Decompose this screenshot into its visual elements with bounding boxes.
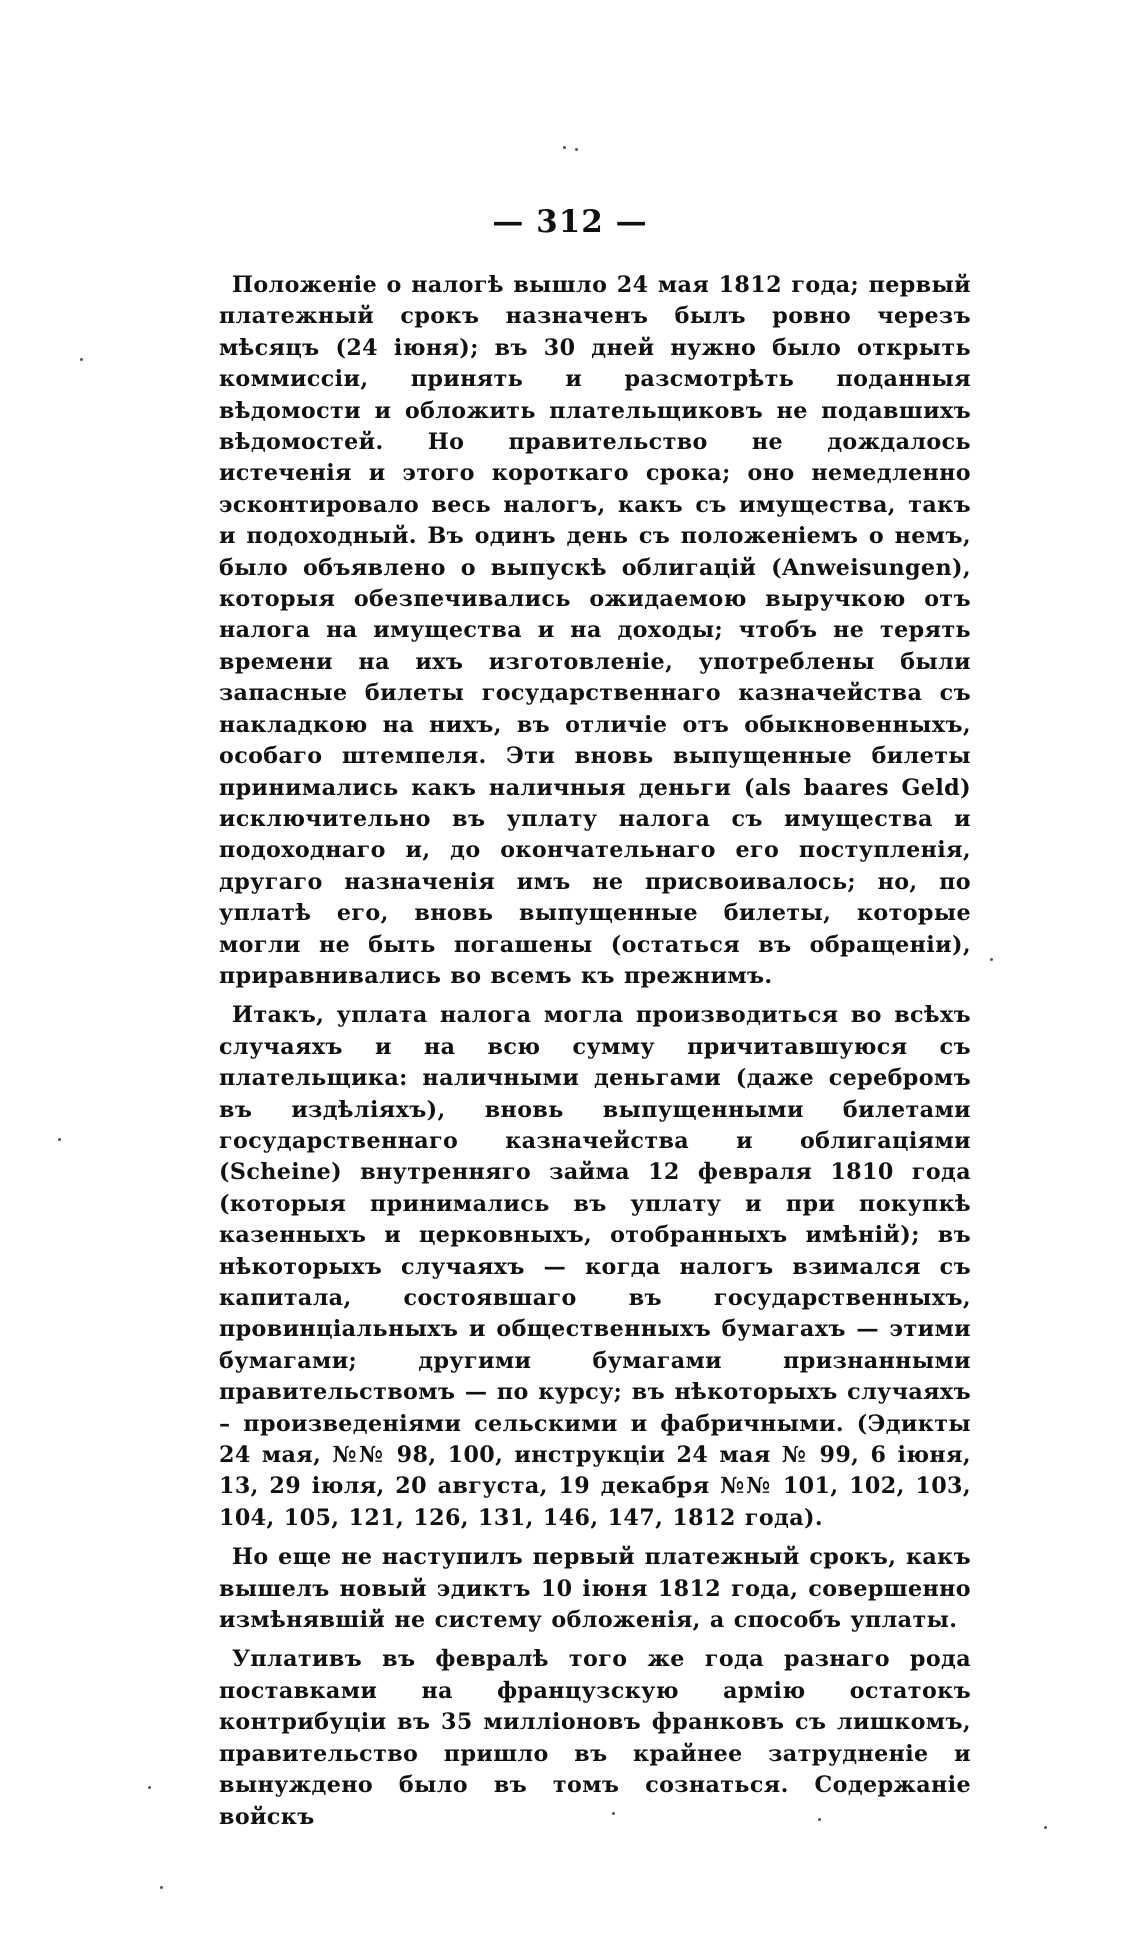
scan-speck [80,358,83,361]
scan-speck [990,958,993,961]
paragraph-2: Итакъ, уплата налога могла производиться во всѣхъ случаяхъ и на всю сумму причитавшуюся съ плательщика: наличными деньгами (даже серебромъ въ издѣліяхъ), вновь выпущенными билетами государственнаго казначейства и облигаціями (Scheine) внутренняго займа 12 февраля 1810 года (которыя принимались въ уплату и при покупкѣ казенныхъ и церковныхъ, отобранныхъ имѣній); въ нѣкоторыхъ случаяхъ — когда налогъ взимался съ капитала, состоявшаго въ государственныхъ, провинціальныхъ и общественныхъ бумагахъ — этими бумагами; другими бумагами признанными правительствомъ — по курсу; въ нѣкоторыхъ случаяхъ – произведеніями сельскими и фабричными. (Эдикты 24 мая, №№ 98, 100, инструкціи 24 мая № 99, 6 іюня, 13, 29 іюля, 20 августа, 19 декабря №№ 101, 102, 103, 104, 105, 121, 126, 131, 146, 147, 1812 года). [219,1002,971,1531]
scan-speck [148,1786,151,1789]
paragraph-1: Положеніе о налогѣ вышло 24 мая 1812 года; первый платежный срокъ назначенъ былъ ровно черезъ мѣсяцъ (24 іюня); въ 30 дней нужно было открыть коммиссіи, принять и разсмотрѣть поданныя вѣдомости и обложить плательщиковъ не подавшихъ вѣдомостей. Но правительство не дождалось истеченія и этого короткаго срока; оно немедленно эсконтировало весь налогъ, какъ съ имущества, такъ и подоходный. Въ одинъ день съ положеніемъ о немъ, было объявлено о выпускѣ облигацій (Anweisungen), которыя обезпечивались ожидаемою выручкою отъ налога на имущества и на доходы; чтобъ не терять времени на ихъ изготовленіе, употреблены были запасные билеты государственнаго казначейства съ накладкою на нихъ, въ отличіе отъ обыкновенныхъ, особаго штемпеля. Эти вновь выпущенные билеты принимались какъ наличныя деньги (als baares Geld) исключительно въ уплату налога съ имущества и подоходнаго и, до окончательнаго его поступленія, другаго назначенія имъ не присвоивалось; но, по уплатѣ его, вновь выпущенные билеты, которые могли не быть погашены (остаться въ обращеніи), приравнивались во всемъ къ прежнимъ. [219,272,971,989]
scan-speck [1044,1826,1047,1829]
scan-speck [58,1138,61,1141]
paragraph-3: Но еще не наступилъ первый платежный срокъ, какъ вышелъ новый эдиктъ 10 іюня 1812 года, совершенно измѣнявшій не систему обложенія, а способъ уплаты. [219,1544,971,1634]
scan-speck [563,146,566,149]
scan-speck [575,148,578,151]
paragraph-4: Уплативъ въ февралѣ того же года разнаго рода поставками на французскую армію остатокъ контрибуціи въ 35 милліоновъ франковъ съ лишкомъ, правительство пришло въ крайнее затрудненіе и вынуждено было въ томъ сознаться. Содержаніе войскъ [219,1646,971,1830]
page-body [219,270,971,1841]
scan-speck [160,1886,163,1889]
page-number: — 312 — [492,204,648,240]
